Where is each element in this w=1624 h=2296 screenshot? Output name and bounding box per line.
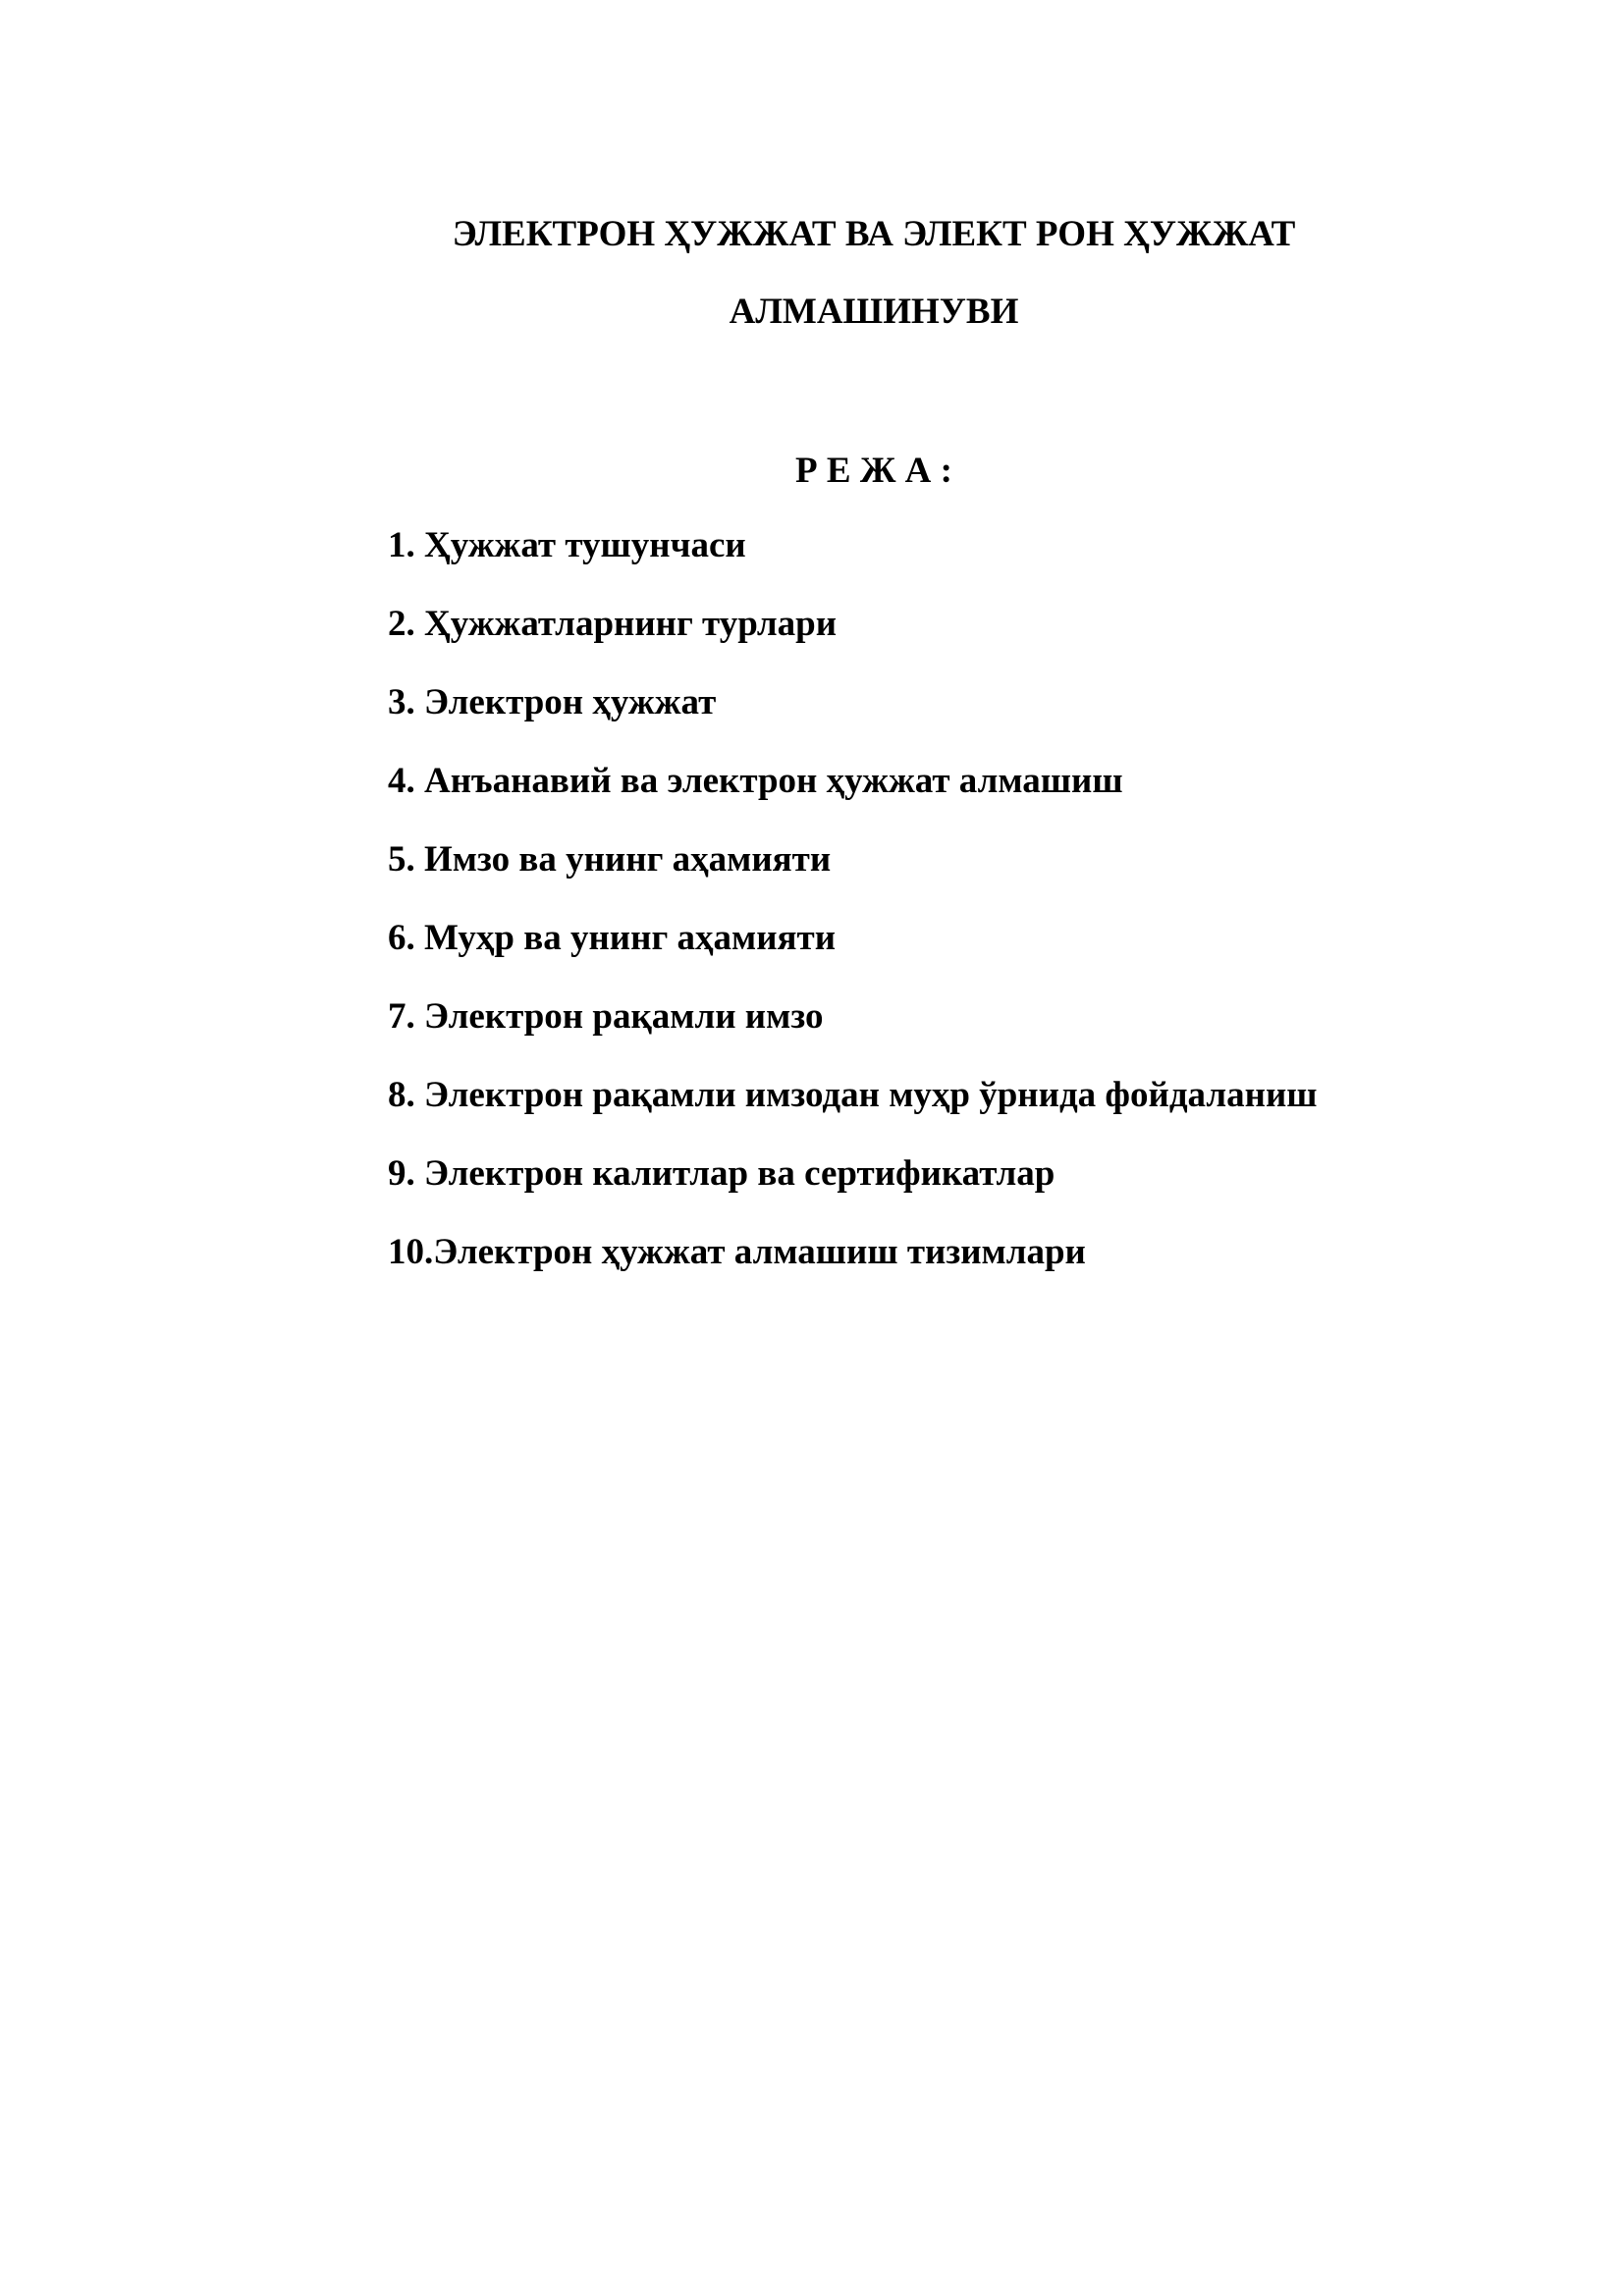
document-title-line-1: ЭЛЕКТРОН ҲУЖЖАТ ВА ЭЛЕКТ РОН ҲУЖЖАТ xyxy=(452,214,1296,254)
plan-list xyxy=(388,524,1318,1309)
plan-heading: Р Е Ж А : xyxy=(795,451,952,491)
plan-item: 1. Ҳужжат тушунчаси xyxy=(388,525,746,565)
plan-item: 8. Электрон рақамли имзодан муҳр ўрнида фойдаланиш xyxy=(388,1075,1318,1115)
plan-item: 9. Электрон калитлар ва сертификатлар xyxy=(388,1153,1056,1194)
plan-item: 5. Имзо ва унинг аҳамияти xyxy=(388,839,832,880)
document-title-line-2: АЛМАШИНУВИ xyxy=(729,292,1019,332)
plan-item: 4. Анъанавий ва электрон ҳужжат алмашиш xyxy=(388,761,1123,801)
plan-item: 3. Электрон ҳужжат xyxy=(388,682,717,722)
plan-item: 10.Электрон ҳужжат алмашиш тизимлари xyxy=(388,1232,1086,1272)
plan-item: 6. Муҳр ва унинг аҳамияти xyxy=(388,918,837,958)
plan-item: 7. Электрон рақамли имзо xyxy=(388,996,824,1037)
plan-item: 2. Ҳужжатларнинг турлари xyxy=(388,604,838,644)
